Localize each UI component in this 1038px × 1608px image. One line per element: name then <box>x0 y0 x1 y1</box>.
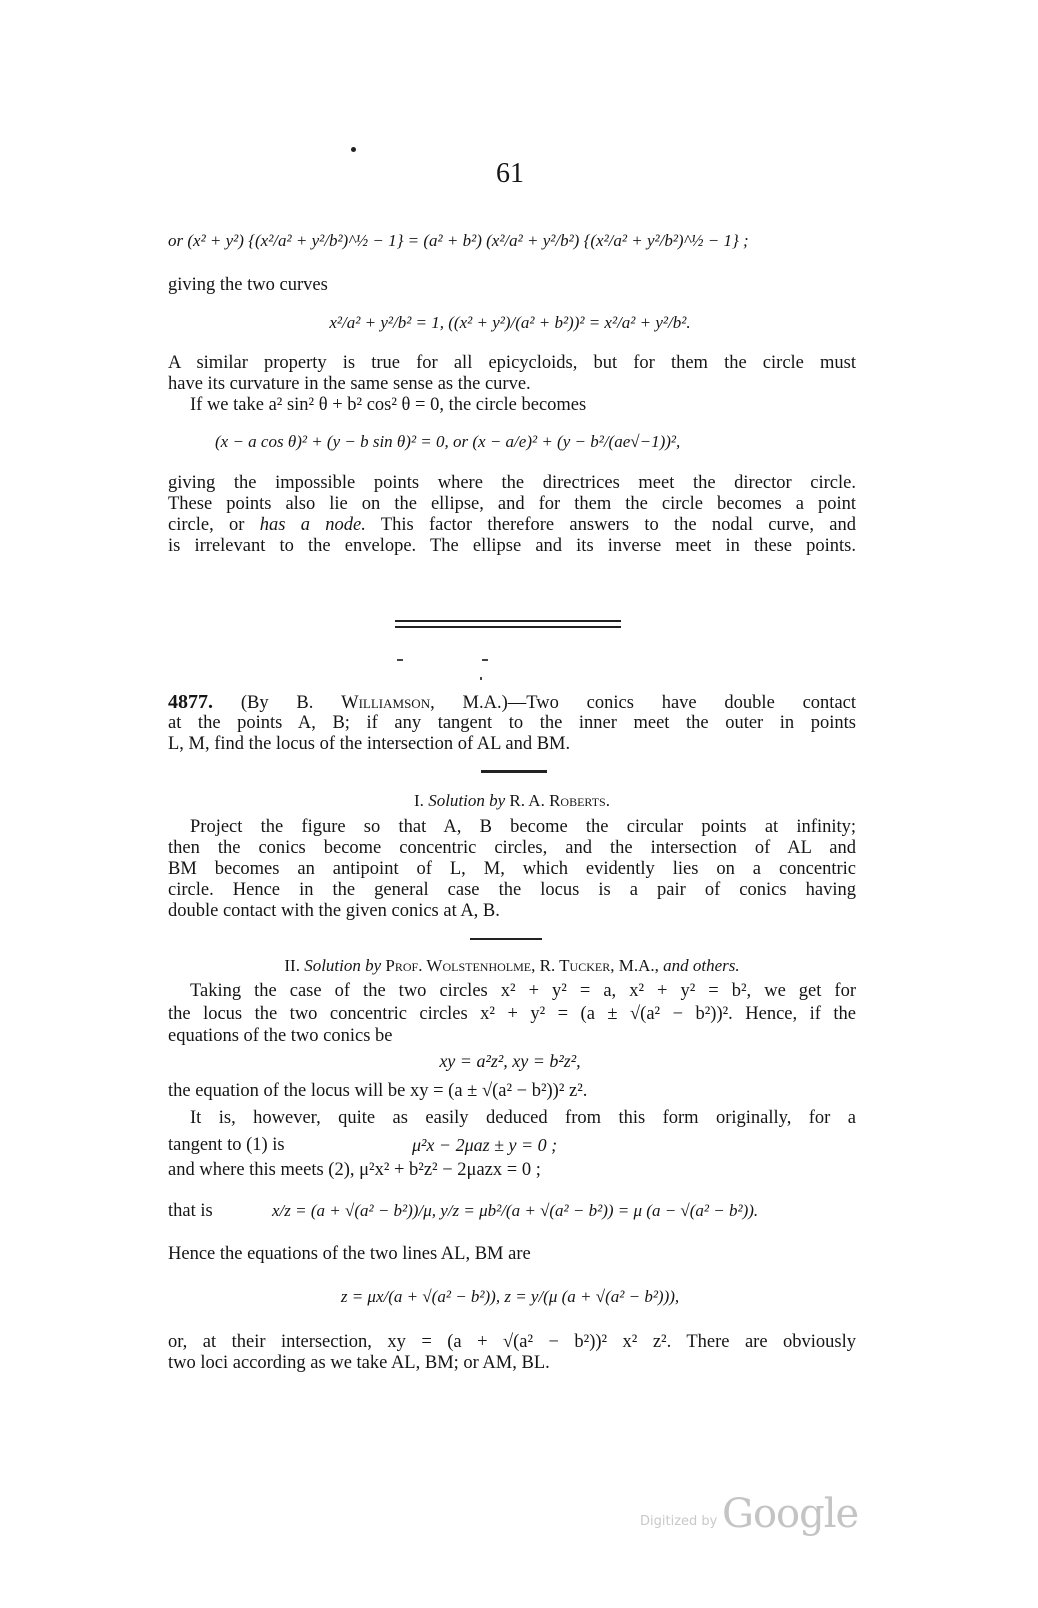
para-epicycloids-line1: A similar property is true for all epicycloids, but for them the circle must <box>168 353 856 373</box>
text-has-node: has a node. <box>259 515 366 535</box>
para-if-we-take: If we take a² sin² θ + b² cos² θ = 0, the circle becomes <box>190 395 587 415</box>
solution1-line2: then the conics become concentric circles, and the intersection of AL and <box>168 838 856 858</box>
question-line3: L, M, find the locus of the intersection of AL and BM. <box>168 734 571 754</box>
solution2-line3: equations of the two conics be <box>168 1026 393 1046</box>
text-giving-curves: giving the two curves <box>168 275 328 295</box>
solution2-authors: Prof. Wolstenholme, R. Tucker, M.A., <box>381 956 664 975</box>
text-segment: circle, or <box>168 515 260 535</box>
stray-mark <box>480 677 482 680</box>
equation-two-curves: x²/a² + y²/b² = 1, ((x² + y²)/(a² + b²))² = x²/a² + y²/b². <box>329 313 691 332</box>
para-impossible-line4: is irrelevant to the envelope. The ellipse and its inverse meet in these points. <box>168 536 856 556</box>
short-rule-2 <box>470 938 542 940</box>
separator-rule-bottom <box>395 626 621 628</box>
solution2-line5: It is, however, quite as easily deduced from this form originally, for a <box>190 1108 856 1128</box>
solution1-line3: BM becomes an antipoint of L, M, which evidently lies on a concentric <box>168 859 856 879</box>
solution1-heading <box>168 790 856 811</box>
question-number: 4877. <box>168 691 213 713</box>
text-segment: Solution by <box>428 791 506 810</box>
solution1-author: R. A. Roberts. <box>505 791 610 810</box>
solution1-line1: Project the figure so that A, B become the circular points at infinity; <box>190 817 856 837</box>
solution2-line2: the locus the two concentric circles x² + y² = (a ± √(a² − b²))². Hence, if the <box>168 1004 856 1024</box>
solution2-heading <box>168 955 856 976</box>
solution2-line8-label: that is <box>168 1201 213 1221</box>
solution1-line4: circle. Hence in the general case the locus is a pair of conics having <box>168 880 856 900</box>
text-segment: II. <box>284 956 305 975</box>
text-segment: I. <box>414 791 429 810</box>
equation-envelope: or (x² + y²) {(x²/a² + y²/b²)^½ − 1} = (a² + b²) (x²/a² + y²/b²) {(x²/a² + y²/b²)^½ − 1} ; <box>168 231 749 250</box>
equation-that-is: x/z = (a + √(a² − b²))/μ, y/z = μb²/(a + √(a² − b²)) = μ (a − √(a² − b²)). <box>272 1201 759 1220</box>
text-segment: (By B. <box>240 693 342 713</box>
solution2-line4: the equation of the locus will be xy = (a ± √(a² − b²))² z². <box>168 1081 588 1101</box>
question-line1 <box>168 692 856 714</box>
google-logo: Google <box>722 1491 859 1537</box>
equation-conics: xy = a²z², xy = b²z², <box>439 1051 581 1071</box>
digitized-by-label: Digitized by <box>640 1514 718 1529</box>
solution2-line10: or, at their intersection, xy = (a + √(a² − b²))² x² z². There are obviously <box>168 1332 856 1352</box>
equation-circle-becomes: (x − a cos θ)² + (y − b sin θ)² = 0, or (x − a/e)² + (y − b²/(ae√−1))², <box>215 432 681 451</box>
text-segment: and others. <box>663 956 740 975</box>
question-line2: at the points A, B; if any tangent to the inner meet the outer in points <box>168 713 856 733</box>
para-impossible-line2: These points also lie on the ellipse, and for them the circle becomes a point <box>168 494 856 514</box>
solution2-line7: and where this meets (2), μ²x² + b²z² − 2μazx = 0 ; <box>168 1160 541 1180</box>
solution2-line9: Hence the equations of the two lines AL, BM are <box>168 1244 531 1264</box>
equation-lines: z = μx/(a + √(a² − b²)), z = y/(μ (a + √(a² − b²))), <box>340 1287 680 1306</box>
para-epicycloids-line2: have its curvature in the same sense as the curve. <box>168 374 531 394</box>
stray-dot <box>351 147 356 152</box>
equation-tangent: μ²x − 2μaz ± y = 0 ; <box>412 1135 558 1155</box>
solution2-line6-label: tangent to (1) is <box>168 1135 285 1155</box>
page-number: 61 <box>496 158 524 189</box>
separator-rule-top <box>395 620 621 622</box>
para-impossible-line3 <box>168 515 856 536</box>
text-segment: , M.A.)—Two conics have double contact <box>430 693 857 713</box>
stray-mark <box>397 659 403 661</box>
text-segment: This factor therefore answers to the nodal curve, and <box>365 515 856 535</box>
solution2-line1: Taking the case of the two circles x² + y² = a, x² + y² = b², we get for <box>190 981 856 1001</box>
solution2-line11: two loci according as we take AL, BM; or AM, BL. <box>168 1353 550 1373</box>
solution1-line5: double contact with the given conics at A, B. <box>168 901 500 921</box>
para-impossible-line1: giving the impossible points where the directrices meet the director circle. <box>168 473 856 493</box>
text-segment: Solution by <box>304 956 382 975</box>
question-author: Williamson <box>341 693 431 713</box>
short-rule-1 <box>481 770 547 773</box>
stray-mark <box>482 659 488 661</box>
